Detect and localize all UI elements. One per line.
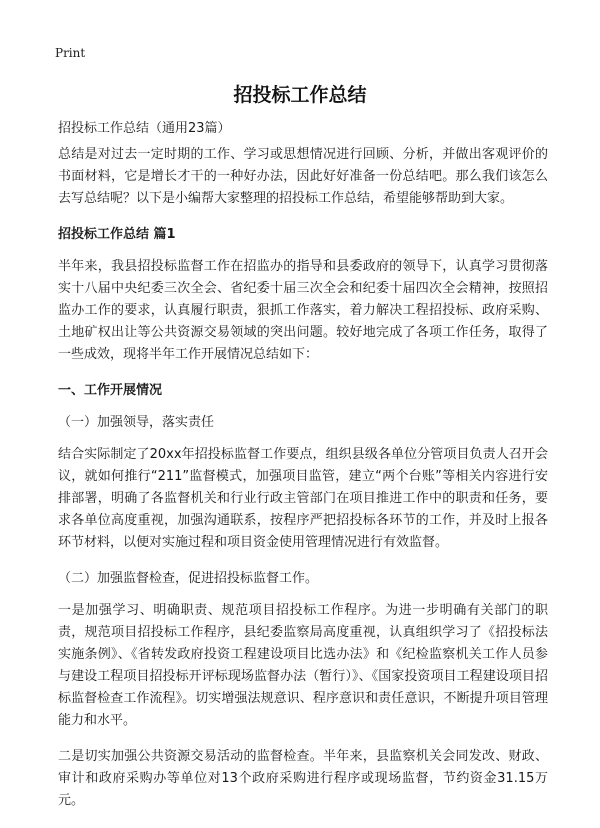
sub-heading-2: （二）加强监督检查，促进招投标监督工作。 [58, 571, 319, 586]
paragraph-1: 半年来，我县招投标监督工作在招监办的指导和县委政府的领导下，认真学习贯彻落实十八届中央纪委三次全会、省纪委十届三次全会和纪委十届四次全会精神，按照招监办工作的要求，认真履行职责，狠抓工作落实，着力解决工程招投标、政府采购、土地矿权出让等公共资源交易领域的突出问题。较好地完成了各项工作任务，取得了一些成效，现将半年工作开展情况总结如下： [58, 259, 548, 362]
paragraph-4: 二是切实加强公共资源交易活动的监督检查。半年来，县监察机关会同发改、财政、审计和政府采购办等单位对13个政府采购进行程序或现场监督，节约资金31.15万元。 [58, 749, 548, 808]
article-body [58, 118, 548, 826]
article-subtitle: 招投标工作总结（通用23篇） [58, 121, 231, 136]
sub-heading-1: （一）加强领导，落实责任 [58, 415, 215, 430]
paragraph-3: 一是加强学习、明确职责、规范项目招投标工作程序。为进一步明确有关部门的职责，规范项目招投标工作程序，县纪委监察局高度重视，认真组织学习了《招投标法实施条例》、《省转发政府投资工程建设项目比选办法》和《纪检监察机关工作人员参与建设工程项目招投标开评标现场监督办法（暂行）》、《国家投资项目工程建设项目招标监督检查工作流程》。切实增强法规意识、程序意识和责任意识，不断提升项目管理能力和水平。 [58, 603, 548, 728]
subsection-heading: 一、工作开展情况 [58, 383, 163, 398]
section-heading: 招投标工作总结 篇1 [58, 227, 176, 242]
print-link[interactable]: Print [55, 46, 86, 60]
page-title: 招投标工作总结 [233, 84, 367, 106]
intro-paragraph: 总结是对过去一定时期的工作、学习或思想情况进行回顾、分析，并做出客观评价的书面材料，它是增长才干的一种好办法，因此好好准备一份总结吧。那么我们该怎么去写总结呢？以下是小编帮大家整理的招投标工作总结，希望能够帮助到大家。 [58, 147, 548, 206]
paragraph-2: 结合实际制定了20xx年招投标监督工作要点，组织县级各单位分管项目负责人召开会议，就如何推行“211”监督模式，加强项目监管，建立“两个台账”等相关内容进行安排部署，明确了各监督机关和行业行政主管部门在项目推进工作中的职责和任务，要求各单位高度重视，加强沟通联系，按程序严把招投标各环节的工作，并及时上报各环节材料，以便对实施过程和项目资金使用管理情况进行有效监督。 [58, 447, 548, 550]
